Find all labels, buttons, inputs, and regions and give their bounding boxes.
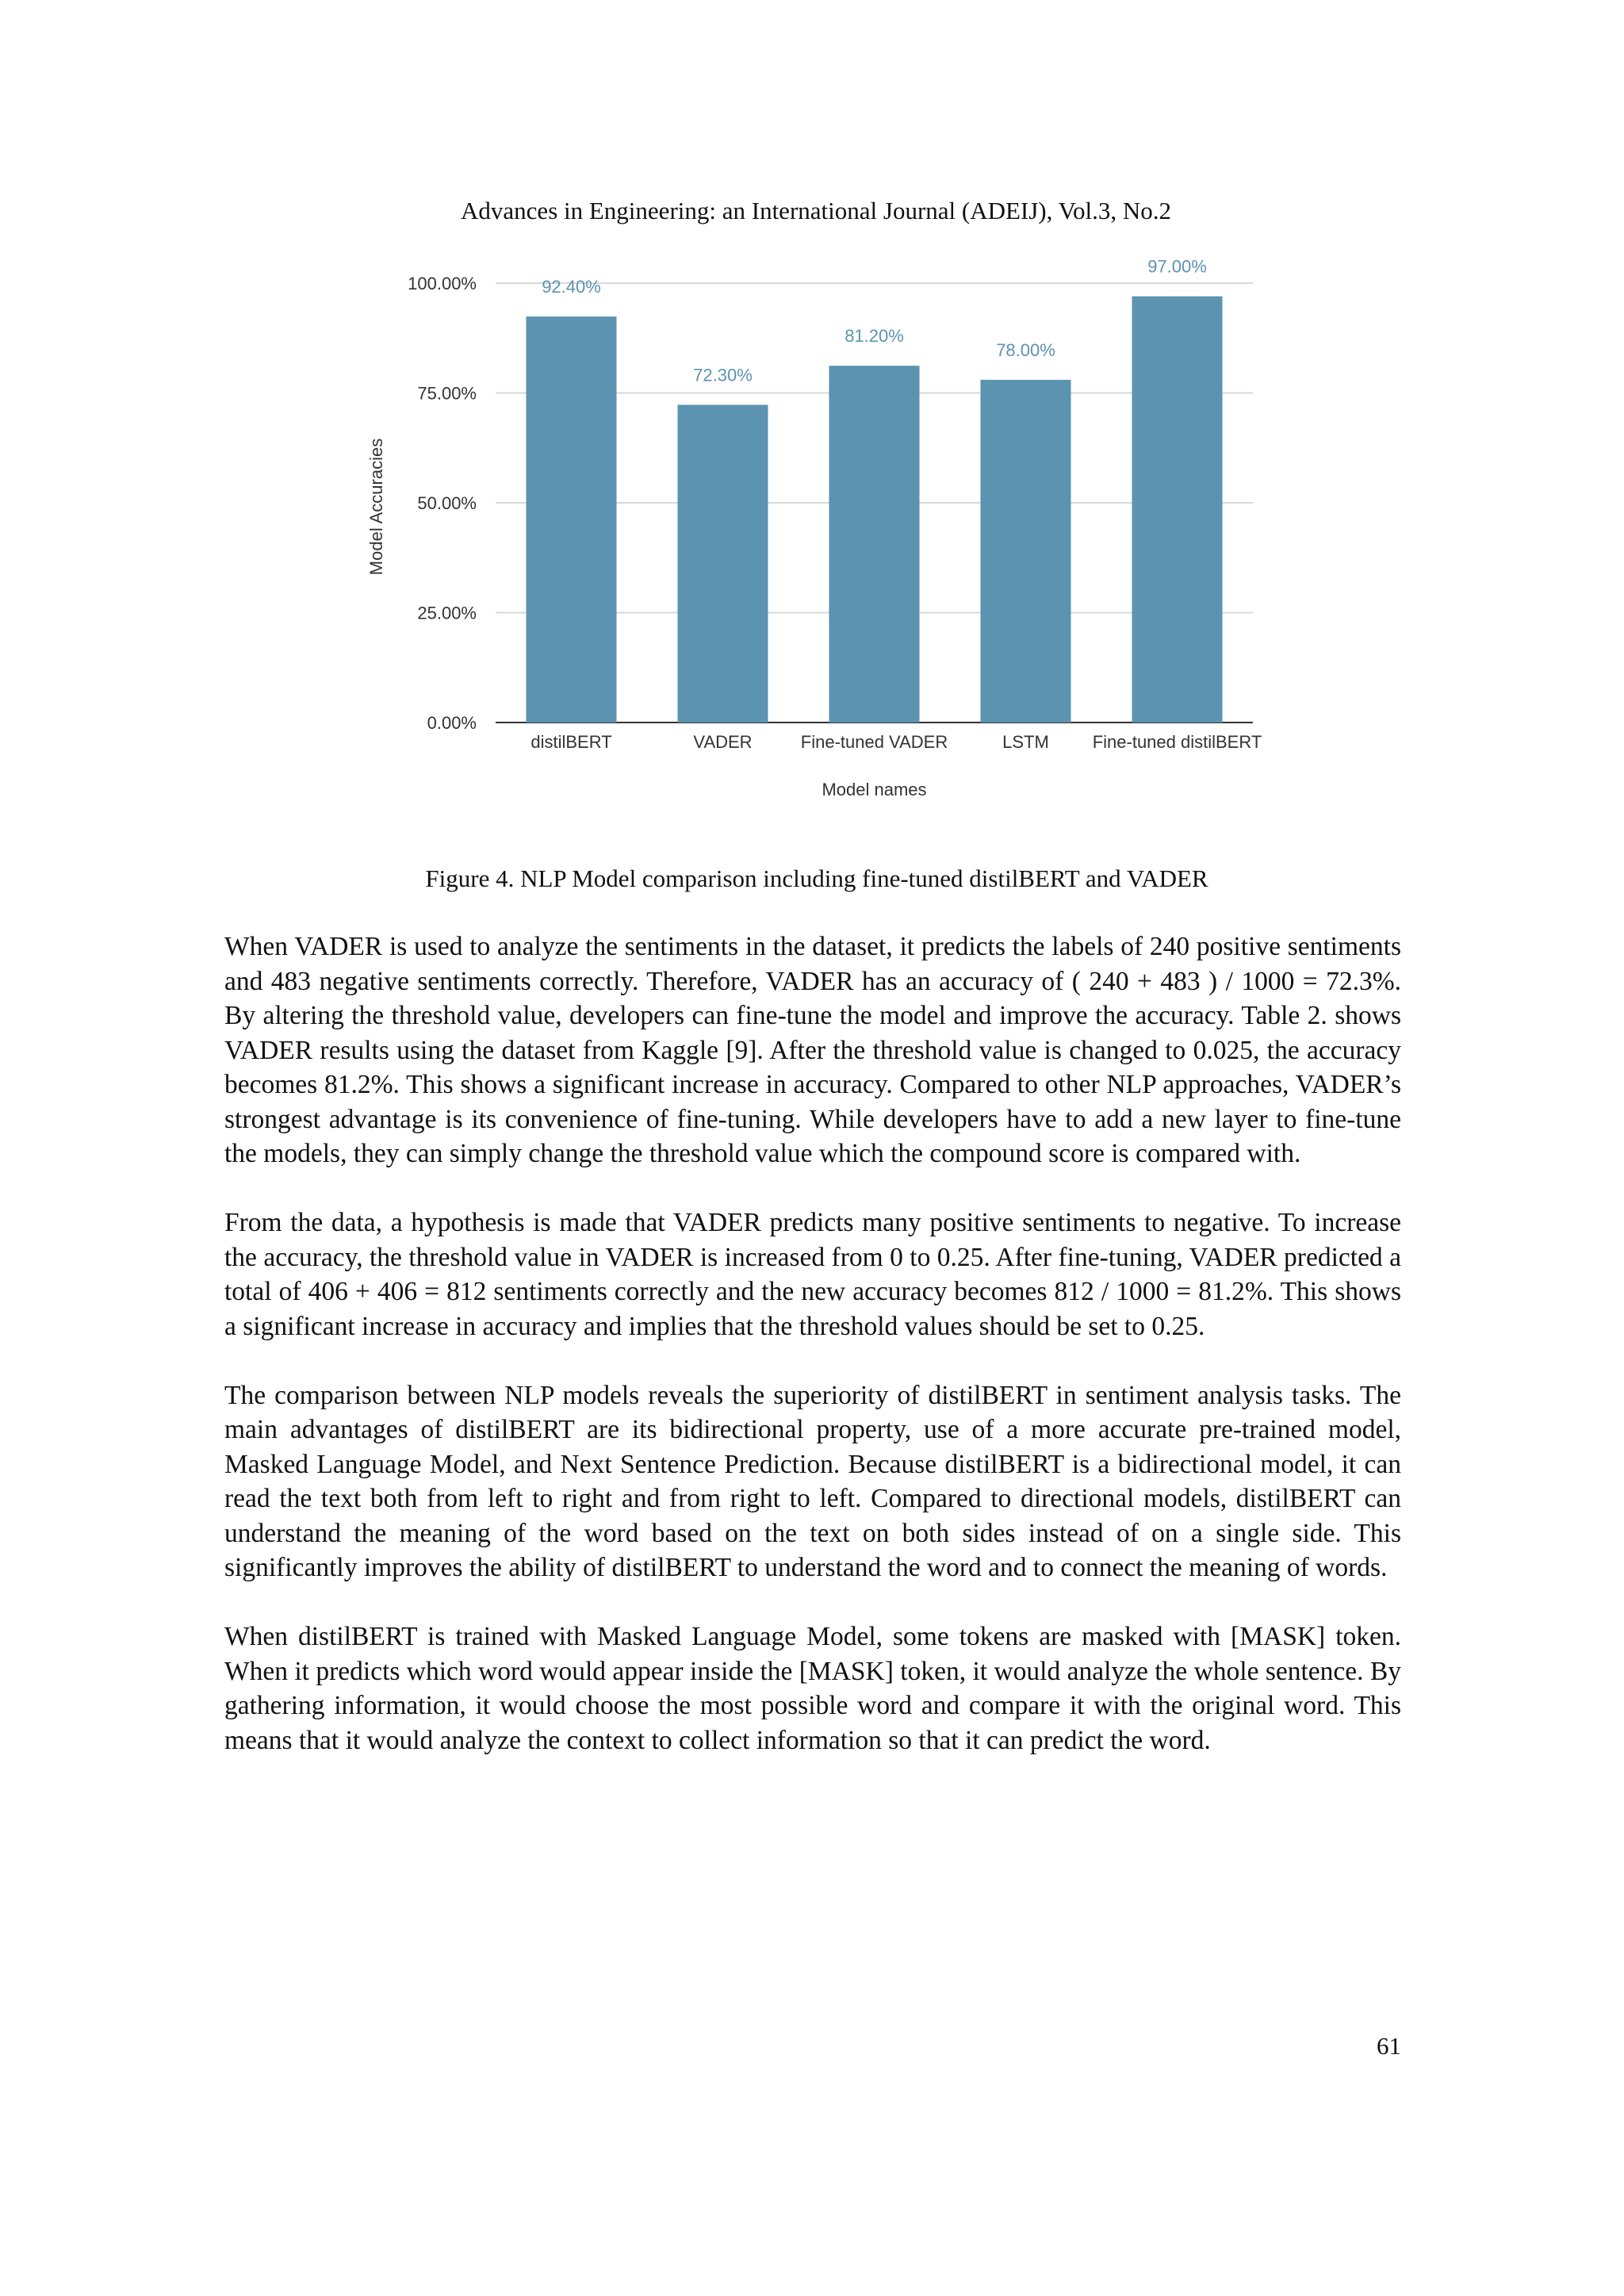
journal-header: Advances in Engineering: an International Journal (ADEIJ), Vol.3, No.2 [461,197,1171,224]
bar [678,404,768,723]
data-label: 92.40% [542,277,601,297]
chart-svg [349,242,1285,813]
y-axis-title: Model Accuracies [366,438,386,576]
page-number: 61 [1377,2032,1401,2060]
figure-caption: Figure 4. NLP Model comparison including fine-tuned distilBERT and VADER [425,864,1208,892]
data-label: 97.00% [1147,256,1207,277]
bar [527,316,617,723]
paragraph: When distilBERT is trained with Masked Language Model, some tokens are masked with [MASK] token. When it predicts which word would appear inside the [MASK] token, it would analyze the whole sentence. By gathering information, it would choose the most possible word and compare it with the original word. This means that it would analyze the context to collect information so that it can predict the word. [224,1622,1401,1755]
paragraph: When VADER is used to analyze the sentiments in the dataset, it predicts the labels of 240 positive sentiments and 483 negative sentiments correctly. Therefore, VADER has an accuracy of ( 240 + 483 ) / 1000 = 72.3%. By altering the threshold value, developers can fine-tune the model and improve the accuracy. Table 2. shows VADER results using the dataset from Kaggle [9]. After the threshold value is changed to 0.025, the accuracy becomes 81.2%. This shows a significant increase in accuracy. Compared to other NLP approaches, VADER’s strongest advantage is its convenience of fine-tuning. While developers have to add a new layer to fine-tune the models, they can simply change the threshold value which the compound score is compared with. [224,932,1401,1168]
x-tick-label: VADER [693,732,753,752]
bar [1132,297,1223,723]
x-tick-label: Fine-tuned VADER [800,732,948,752]
body-text [224,930,1401,1792]
bar [981,380,1071,723]
paragraph: The comparison between NLP models reveals the superiority of distilBERT in sentiment analysis tasks. The main advantages of distilBERT are its bidirectional property, use of a more accurate pre-trained model, Masked Language Model, and Next Sentence Prediction. Because distilBERT is a bidirectional model, it can read the text both from left to right and from right to left. Compared to directional models, distilBERT can understand the meaning of the word based on the text on both sides instead of on a single side. This significantly improves the ability of distilBERT to understand the word and to connect the meaning of words. [224,1380,1401,1582]
x-tick-label: Fine-tuned distilBERT [1092,732,1262,752]
x-tick-label: LSTM [1002,732,1049,752]
bar [829,366,920,723]
data-label: 81.20% [845,326,904,347]
y-tick-label: 75.00% [417,383,477,404]
y-tick-label: 25.00% [417,603,477,623]
x-axis-title: Model names [822,780,927,799]
y-tick-label: 50.00% [417,493,477,513]
data-label: 78.00% [996,339,1055,360]
data-label: 72.30% [693,365,753,385]
y-tick-label: 100.00% [408,274,477,293]
y-tick-label: 0.00% [427,713,477,733]
x-tick-label: distilBERT [530,732,612,752]
accuracy-bar-chart [349,242,1285,813]
paragraph: From the data, a hypothesis is made that VADER predicts many positive sentiments to negative. To increase the accuracy, the threshold value in VADER is increased from 0 to 0.25. After fine-tuning, VADER predicted a total of 406 + 406 = 812 sentiments correctly and the new accuracy becomes 812 / 1000 = 81.2%. This shows a significant increase in accuracy and implies that the threshold values should be set to 0.25. [224,1208,1401,1341]
